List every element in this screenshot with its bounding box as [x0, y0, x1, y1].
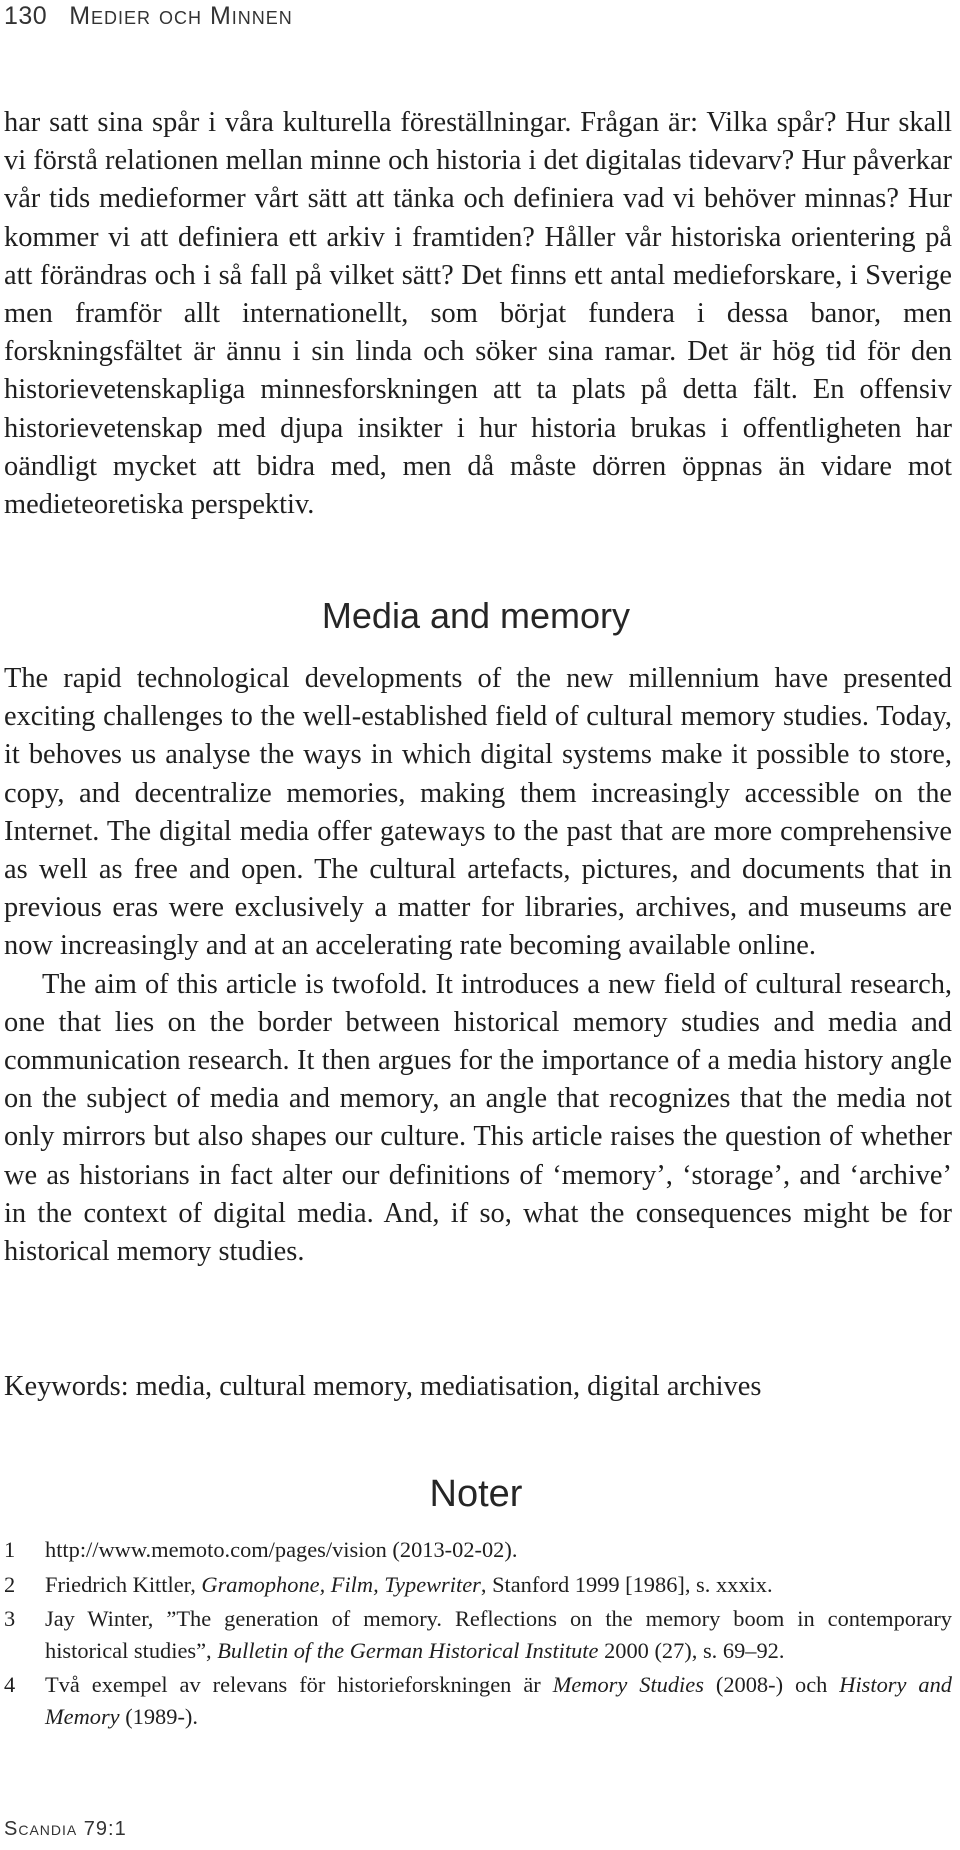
footnote-text-end: (1989-). — [119, 1703, 198, 1729]
journal-footer: Scandia 79:1 — [4, 1818, 127, 1840]
footnote-number: 4 — [4, 1672, 16, 1697]
footnote-text-end: , Stanford 1999 [1986], s. xxxix. — [480, 1571, 773, 1597]
english-abstract — [4, 660, 952, 1271]
keywords-line: Keywords: media, cultural memory, mediatisation, digital archives — [4, 1371, 762, 1402]
footnote-item — [4, 1534, 952, 1566]
abstract-paragraph-1: The rapid technological developments of the new millennium have presented exciting challenges to the well-established field of cultural memory studies. Today, it behoves us analyse the ways in which digital systems make it possible to store, copy, and decentralize memories, making them increasingly accessible on the Internet. The digital media offer gateways to the past that are more comprehensive as well as free and open. The cultural artefacts, pictures, and documents that in previous eras were exclusively a matter for libraries, archives, and museums are now increasingly and at an accelerating rate becoming available online. — [4, 663, 952, 962]
footnote-number: 1 — [4, 1537, 16, 1562]
footnote-item — [4, 1569, 952, 1601]
footnote-item — [4, 1603, 952, 1666]
footnote-text-start: Jay Winter, ”The generation of memory. Reflections on the memory boom in contemporary historical studies”, — [45, 1606, 952, 1663]
running-title: Medier och Minnen — [69, 2, 293, 30]
abstract-paragraph-2: The aim of this article is twofold. It introduces a new field of cultural research, one that lies on the border between historical memory studies and media and communication research. It then argues for the importance of a media history angle on the subject of media and memory, an angle that recognizes that the media not only mirrors but also shapes our culture. This article raises the question of whether we as historians in fact alter our definitions of ‘memory’, ‘storage’, and ‘archive’ in the context of digital media. And, if so, what the consequences might be for historical memory studies. — [4, 968, 952, 1268]
footnote-title-italic: Gramophone, Film, Typewriter — [201, 1571, 481, 1597]
footnote-text-end: 2000 (27), s. 69–92. — [598, 1637, 785, 1663]
abstract-heading: Media and memory — [321, 595, 631, 636]
footnote-text: http://www.memoto.com/pages/vision (2013-02-02). — [45, 1537, 518, 1562]
footnote-number: 2 — [4, 1571, 16, 1597]
footnote-text-middle: (2008-) och — [703, 1672, 840, 1697]
footnote-title-italic: Memory Studies — [552, 1672, 704, 1697]
notes-heading: Noter — [429, 1473, 523, 1515]
page-number: 130 — [4, 2, 48, 30]
swedish-body-text — [4, 104, 952, 524]
footnotes-list — [4, 1534, 952, 1735]
footnote-item — [4, 1669, 952, 1732]
footnote-text-start: Två exempel av relevans för historieforskningen är — [45, 1672, 553, 1697]
footnote-number: 3 — [4, 1606, 16, 1631]
footnote-text-start: Friedrich Kittler, — [45, 1571, 202, 1597]
footnote-title-italic: Bulletin of the German Historical Institute — [217, 1637, 599, 1663]
running-head — [4, 2, 293, 31]
footnote-title-italic-2: History and Memory — [45, 1672, 952, 1729]
swedish-paragraph: har satt sina spår i våra kulturella föreställningar. Frågan är: Vilka spår? Hur skall vi förstå relationen mellan minne och historia i det digitalas tidevarv? Hur påverkar vår tids medieformer vårt sätt att tänka och definiera vad vi behöver minnas? Hur kommer vi att definiera ett arkiv i framtiden? Håller vår historiska orientering på att förändras och i så fall på vilket sätt? Det finns ett antal medieforskare, i Sverige men framför allt internationellt, som börjat fundera i dessa banor, men forskningsfältet är ännu i sin linda och söker sina ramar. Det är hög tid för den historievetenskapliga minnesforskningen att ta plats på detta fält. En offensiv historievetenskap med djupa insikter i hur historia brukas i offentligheten har oändligt mycket att bidra med, men då måste dörren öppnas än vidare mot medieteoretiska perspektiv. — [4, 107, 952, 521]
